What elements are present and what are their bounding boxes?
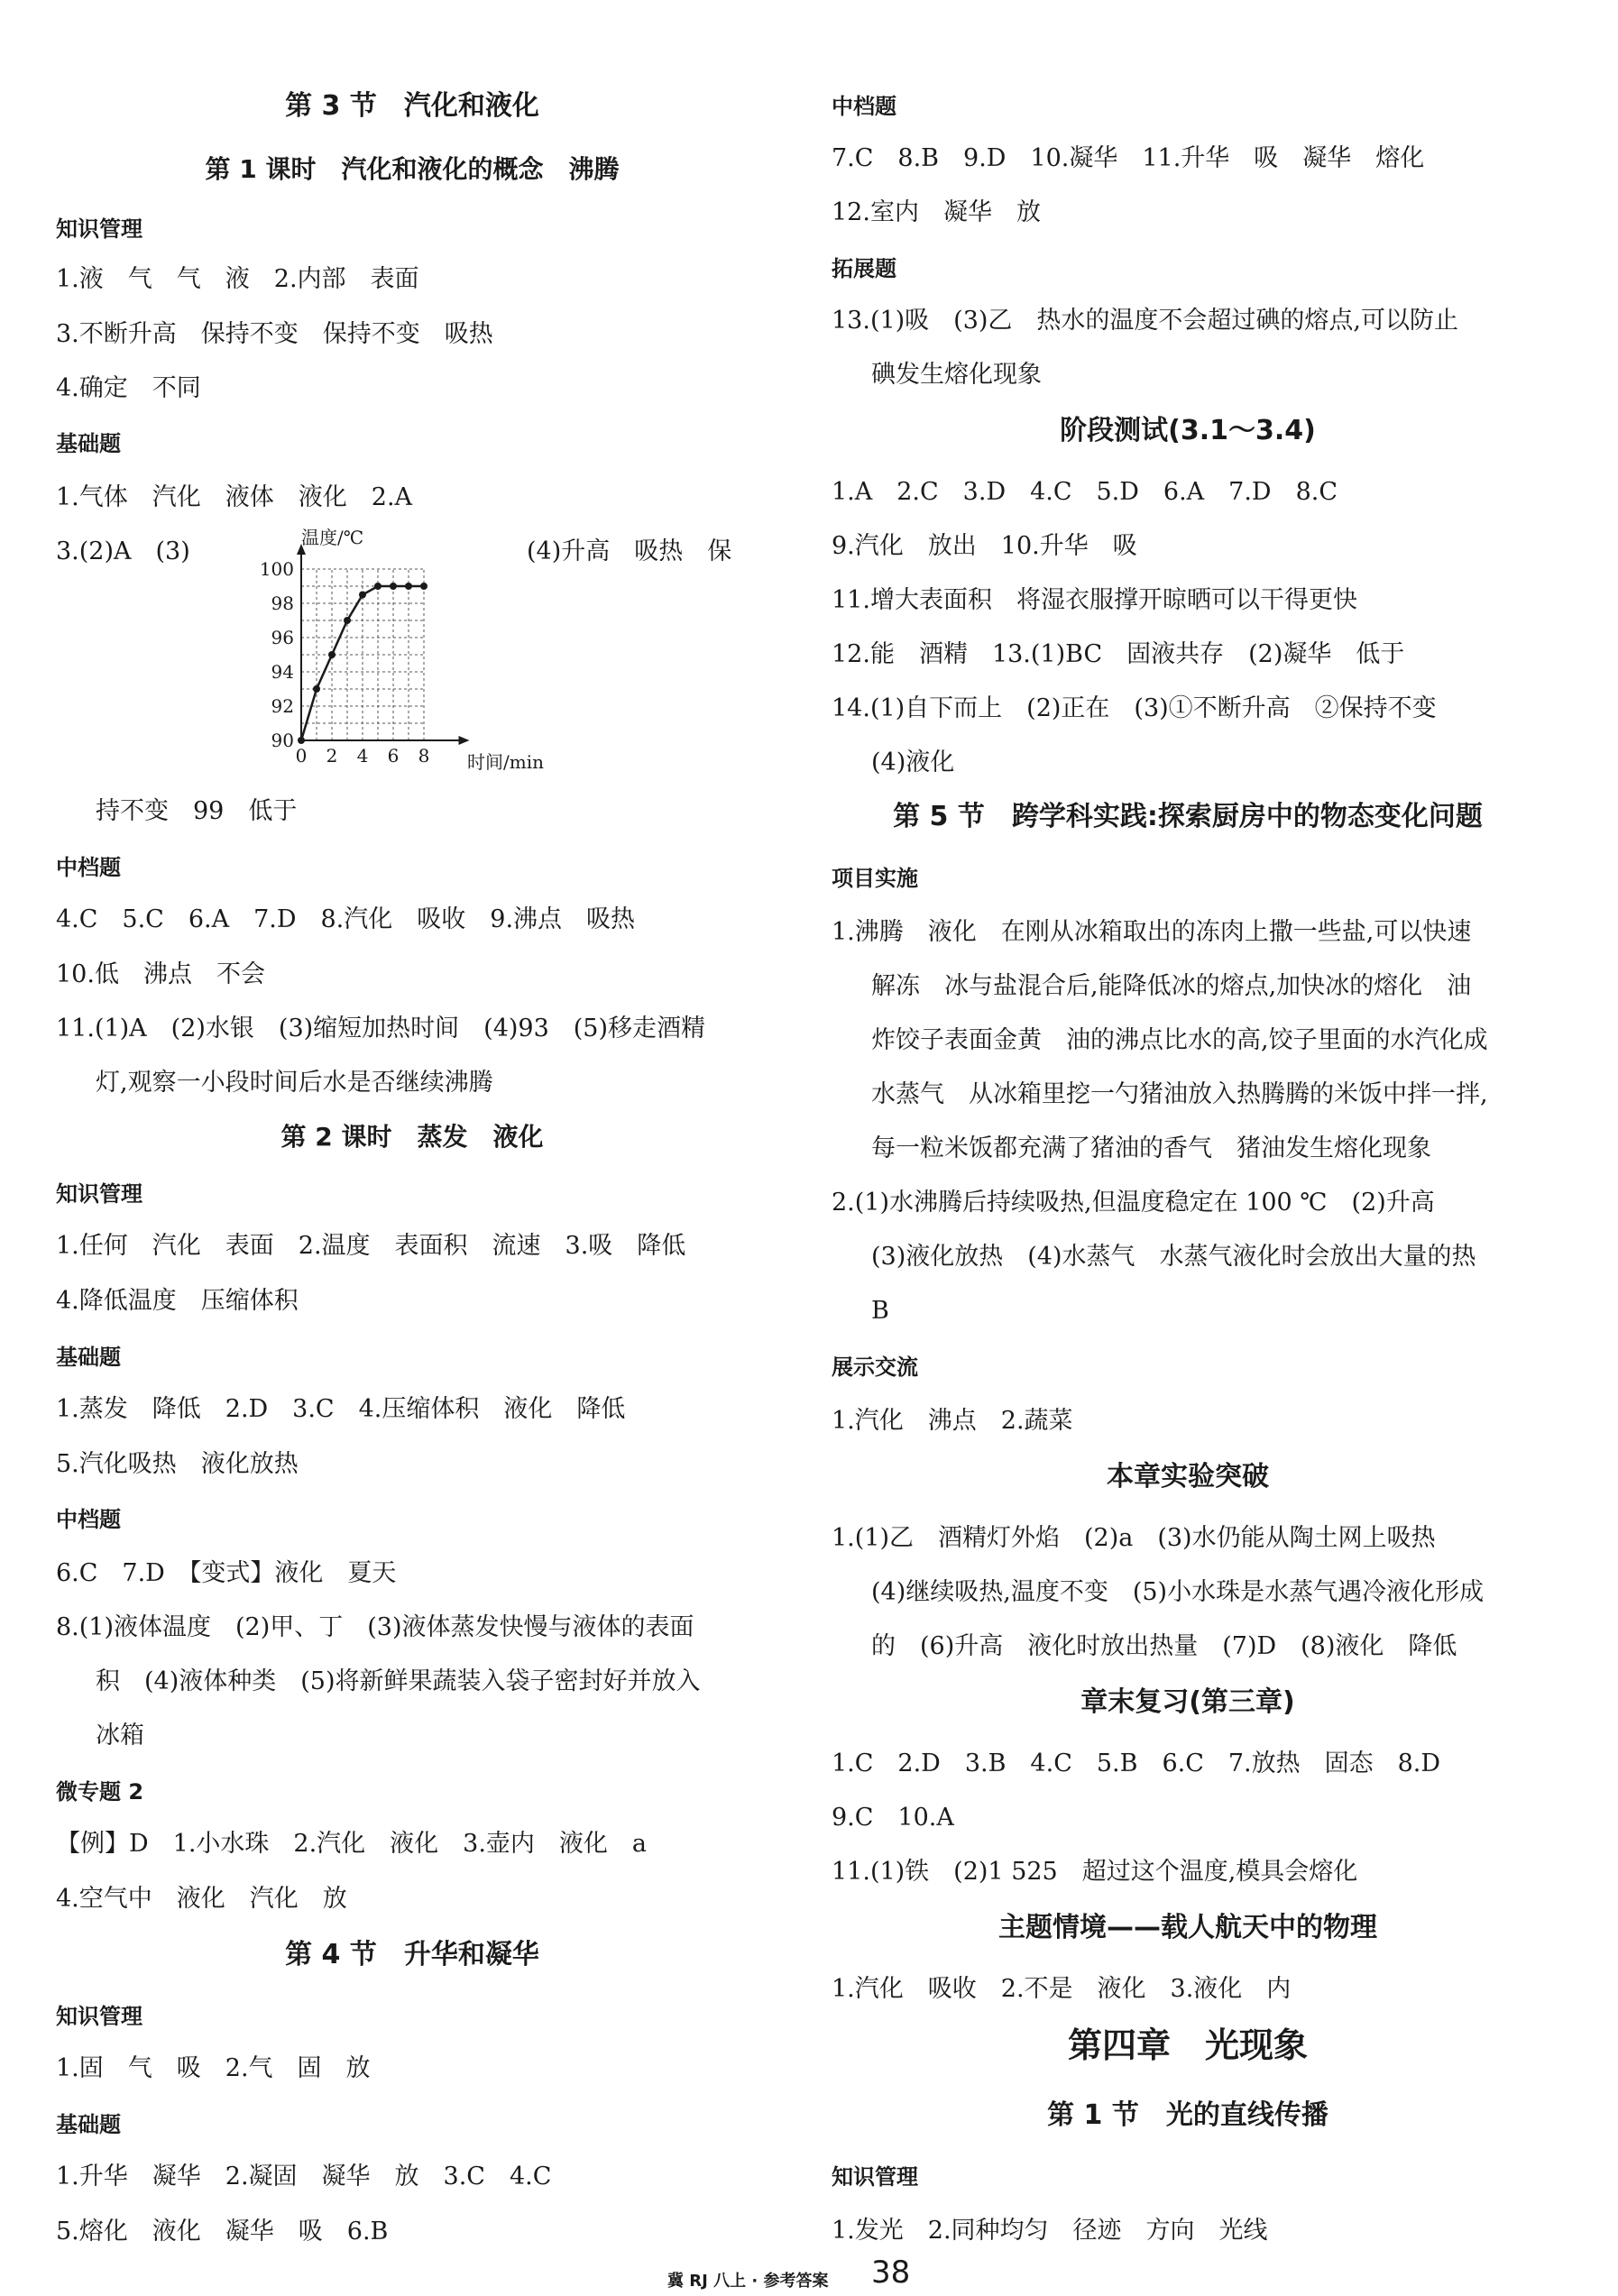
answer-line: 1.(1)乙 酒精灯外焰 (2)a (3)水仍能从陶土网上吸热 [832, 1524, 1436, 1552]
subsection-heading: 中档题 [832, 94, 896, 119]
section-title: 章末复习(第三章) [1080, 1686, 1295, 1718]
page-number: 38 [871, 2255, 911, 2291]
data-point [405, 583, 412, 590]
y-axis-label: 温度/℃ [301, 528, 364, 548]
answer-line: 12.能 酒精 13.(1)BC 固液共存 (2)凝华 低于 [832, 640, 1405, 668]
answer-line: 11.增大表面积 将湿衣服撑开晾晒可以干得更快 [832, 586, 1357, 614]
answer-line: (3)液化放热 (4)水蒸气 水蒸气液化时会放出大量的热 [871, 1243, 1476, 1271]
section-title: 阶段测试(3.1～3.4) [1060, 415, 1316, 446]
answer-line: 8.(1)液体温度 (2)甲、丁 (3)液体蒸发快慢与液体的表面 [56, 1613, 694, 1641]
answer-line: 11.(1)A (2)水银 (3)缩短加热时间 (4)93 (5)移走酒精 [56, 1015, 706, 1042]
answer-line: 炸饺子表面金黄 油的沸点比水的高,饺子里面的水汽化成 [871, 1026, 1488, 1054]
data-point [359, 592, 366, 599]
answer-line: 冰箱 [96, 1722, 144, 1750]
answer-line: 解冻 冰与盐混合后,能降低冰的熔点,加快冰的熔化 油 [871, 972, 1472, 1000]
answer-line: 7.C 8.B 9.D 10.凝华 11.升华 吸 凝华 熔化 [832, 144, 1425, 172]
answer-line: 1.蒸发 降低 2.D 3.C 4.压缩体积 液化 降低 [56, 1395, 626, 1423]
y-tick-label: 100 [259, 558, 294, 580]
subsection-heading: 项目实施 [832, 866, 918, 891]
y-tick-label: 92 [271, 695, 294, 717]
answer-line: 2.(1)水沸腾后持续吸热,但温度稳定在 100 ℃ (2)升高 [832, 1189, 1435, 1217]
section-title: 本章实验突破 [1107, 1461, 1269, 1492]
subsection-heading: 知识管理 [56, 2004, 142, 2029]
y-tick-label: 96 [271, 627, 294, 648]
subsection-heading: 知识管理 [832, 2164, 918, 2190]
footer-label: 冀 RJ 八上 · 参考答案 [667, 2272, 829, 2291]
answer-line: 1.沸腾 液化 在刚从冰箱取出的冻肉上撒一些盐,可以快速 [832, 918, 1472, 946]
answer-line: 9.汽化 放出 10.升华 吸 [832, 532, 1137, 560]
answer-line: 4.C 5.C 6.A 7.D 8.汽化 吸收 9.沸点 吸热 [56, 905, 636, 933]
chart-axes [297, 544, 470, 745]
answer-line: 13.(1)吸 (3)乙 热水的温度不会超过碘的熔点,可以防止 [832, 307, 1459, 335]
lesson-title: 第 1 课时 汽化和液化的概念 沸腾 [205, 154, 620, 184]
y-tick-label: 90 [271, 730, 294, 751]
x-tick-label: 0 [295, 745, 308, 767]
temperature-time-graph [200, 528, 579, 776]
data-point [298, 737, 305, 744]
x-tick-label: 2 [326, 745, 338, 767]
answer-line: 3.(2)A (3) [56, 537, 190, 565]
answer-line: 1.液 气 气 液 2.内部 表面 [56, 265, 419, 293]
answer-line: 11.(1)铁 (2)1 525 超过这个温度,模具会熔化 [832, 1858, 1358, 1886]
answer-line: 5.熔化 液化 凝华 吸 6.B [56, 2218, 389, 2245]
data-point [344, 617, 351, 624]
x-tick-label: 8 [418, 745, 430, 767]
x-tick-label: 4 [356, 745, 369, 767]
answer-line: 【例】D 1.小水珠 2.汽化 液化 3.壶内 液化 a [56, 1830, 648, 1858]
section-title: 第 3 节 汽化和液化 [285, 90, 539, 122]
chapter-title: 第四章 光现象 [1067, 2025, 1308, 2065]
subsection-heading: 微专题 2 [56, 1779, 144, 1805]
lesson-title: 第 2 课时 蒸发 液化 [280, 1122, 544, 1152]
y-tick-label: 98 [271, 592, 294, 614]
data-point [420, 583, 427, 590]
subsection-heading: 基础题 [56, 431, 121, 456]
answer-line: 1.气体 汽化 液体 液化 2.A [56, 483, 413, 511]
subsection-heading: 基础题 [56, 2112, 121, 2137]
data-point [390, 583, 397, 590]
answer-line: 1.汽化 沸点 2.蔬菜 [832, 1407, 1073, 1435]
subsection-heading: 展示交流 [832, 1355, 918, 1380]
section-title: 主题情境——载人航天中的物理 [998, 1912, 1377, 1943]
answer-line: 4.空气中 液化 汽化 放 [56, 1885, 347, 1913]
answer-line: 5.汽化吸热 液化放热 [56, 1450, 299, 1478]
answer-line: 积 (4)液体种类 (5)将新鲜果蔬装入袋子密封好并放入 [96, 1667, 701, 1695]
answer-line: (4)继续吸热,温度不变 (5)小水珠是水蒸气遇冷液化形成 [871, 1578, 1485, 1606]
answer-line: 的 (6)升高 液化时放出热量 (7)D (8)液化 降低 [871, 1632, 1457, 1660]
x-axis-arrow [459, 736, 470, 745]
answer-line: 1.A 2.C 3.D 4.C 5.D 6.A 7.D 8.C [832, 478, 1338, 506]
subsection-heading: 知识管理 [56, 1181, 142, 1207]
data-point [328, 651, 336, 658]
answer-line: 1.C 2.D 3.B 4.C 5.B 6.C 7.放热 固态 8.D [832, 1750, 1441, 1777]
answer-line: 碘发生熔化现象 [871, 361, 1042, 389]
y-tick-label: 94 [271, 661, 294, 683]
chart-ticks [260, 558, 430, 767]
answer-line: 14.(1)自下而上 (2)正在 (3)①不断升高 ②保持不变 [832, 694, 1437, 722]
subsection-heading: 中档题 [56, 855, 121, 880]
answer-line: 1.固 气 吸 2.气 固 放 [56, 2054, 371, 2082]
answer-line: 持不变 99 低于 [96, 797, 298, 825]
x-axis-label: 时间/min [467, 751, 544, 773]
subsection-heading: 基础题 [56, 1345, 121, 1370]
data-point [374, 583, 382, 590]
answer-line: 1.汽化 吸收 2.不是 液化 3.液化 内 [832, 1975, 1292, 2003]
subsection-heading: 拓展题 [832, 256, 896, 281]
answer-line: 4.确定 不同 [56, 374, 201, 402]
answer-line: 4.降低温度 压缩体积 [56, 1287, 299, 1315]
answer-line: (4)升高 吸热 保 [527, 537, 732, 565]
answer-line: 水蒸气 从冰箱里挖一勺猪油放入热腾腾的米饭中拌一拌, [871, 1080, 1488, 1108]
answer-line: 1.发光 2.同种均匀 径迹 方向 光线 [832, 2217, 1268, 2245]
section-title: 第 5 节 跨学科实践:探索厨房中的物态变化问题 [893, 801, 1483, 832]
answer-line: 灯,观察一小段时间后水是否继续沸腾 [96, 1069, 493, 1097]
answer-line: 3.不断升高 保持不变 保持不变 吸热 [56, 320, 493, 348]
answer-line: 1.升华 凝华 2.凝固 凝华 放 3.C 4.C [56, 2163, 552, 2190]
answer-line: 9.C 10.A [832, 1804, 954, 1832]
subsection-heading: 中档题 [56, 1507, 121, 1532]
answer-line: 1.任何 汽化 表面 2.温度 表面积 流速 3.吸 降低 [56, 1232, 686, 1260]
answer-line: (4)液化 [871, 748, 955, 776]
section-title: 第 1 节 光的直线传播 [1047, 2099, 1328, 2131]
answer-line: 每一粒米饭都充满了猪油的香气 猪油发生熔化现象 [871, 1134, 1431, 1162]
answer-line: 6.C 7.D 【变式】液化 夏天 [56, 1559, 397, 1587]
answer-line: 12.室内 凝华 放 [832, 198, 1041, 226]
x-tick-label: 6 [387, 745, 400, 767]
section-title: 第 4 节 升华和凝华 [285, 1939, 539, 1970]
answer-line: 10.低 沸点 不会 [56, 960, 265, 988]
subsection-heading: 知识管理 [56, 216, 142, 242]
answer-line: B [871, 1297, 889, 1325]
data-point [313, 685, 320, 693]
